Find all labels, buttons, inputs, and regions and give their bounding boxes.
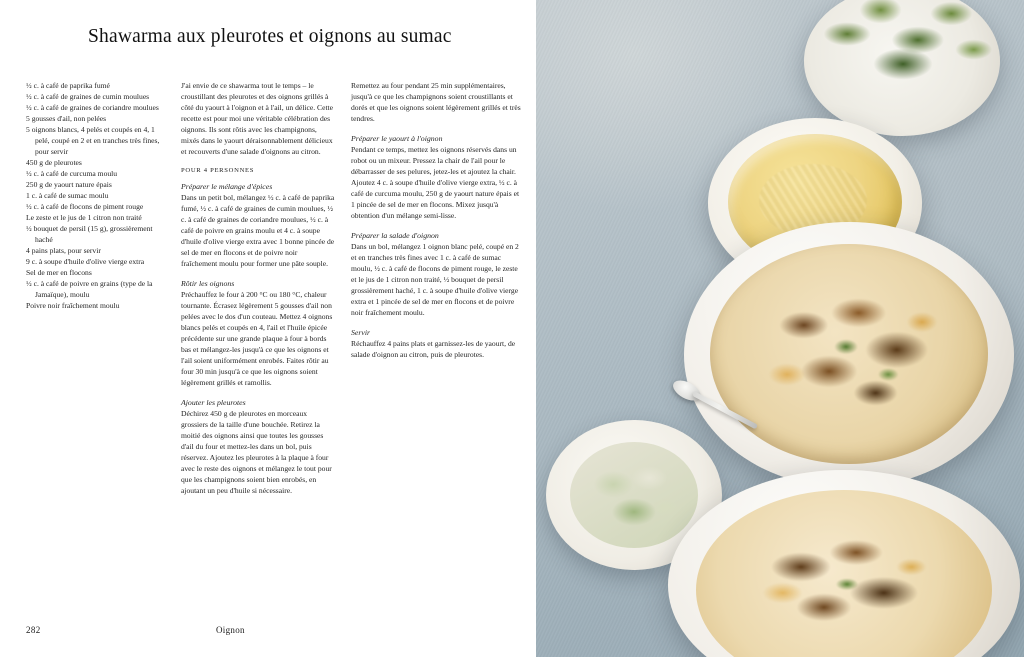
onion-salad: [570, 442, 698, 548]
step-text: Dans un bol, mélangez 1 oignon blanc pelé, coupé en 2 et en tranches très fines avec 1 c. à café de sumac moulu, ½ c. à café de flocons de piment rouge, le zeste et le jus de 1 citron non traité, ½ bouquet de persil grossièrement haché, 1 c. à soupe d'huile d'olive vierge extra et 1 pincée de sel de mer en flocons et de poivre noir fraîchement moulu.: [351, 242, 519, 317]
list-item: 250 g de yaourt nature épais: [26, 180, 112, 189]
servings-label: POUR 4 PERSONNES: [181, 167, 255, 174]
list-item: 5 oignons blancs, 4 pelés et coupés en 4, 1 pelé, coupé en 2 et en tranches très fines, pour servir: [26, 125, 160, 156]
mushroom-topping-top: [749, 279, 960, 433]
text-columns: [26, 80, 522, 600]
step-heading: Préparer le mélange d'épices: [181, 182, 273, 191]
list-item: ½ c. à café de graines de coriandre moulues: [26, 103, 159, 112]
list-item: ½ c. à café de graines de cumin moulues: [26, 92, 150, 101]
method-column-1: [181, 80, 351, 600]
list-item: Poivre noir fraîchement moulu: [26, 301, 120, 310]
step-text: Dans un petit bol, mélangez ½ c. à café de paprika fumé, ½ c. à café de graines de cumin moulues, ½ c. à café de graines de coriandre moulues, ½ c. à café de poivre en grains moulu et 4 c. à soupe d'huile d'olive vierge extra avec 1 bonne pincée de sel de mer en flocons et de poivre noir fraîchement moulu pour former une pâte souple.: [181, 193, 335, 268]
list-item: 5 gousses d'ail, non pelées: [26, 114, 107, 123]
list-item: 4 pains plats, pour servir: [26, 246, 101, 255]
ingredients-column: [26, 80, 181, 600]
list-item: Le zeste et le jus de 1 citron non traité: [26, 213, 142, 222]
step-text: Préchauffez le four à 200 °C ou 180 °C, chaleur tournante. Écrasez légèrement 5 gousses d'ail non pelées avec le dos d'un couteau. Mettez 4 oignons blancs pelés et coupés en 4, l'ail et l'huile épicée précédente sur une grande plaque à four à bords bas et mélangez-les jusqu'à ce que les oignons et l'ail soient uniformément enrobés. Faites rôtir au four 30 min jusqu'à ce que les oignons soient légèrement grillés et ramollis.: [181, 290, 333, 387]
step-heading: Ajouter les pleurotes: [181, 398, 246, 407]
flatbread-bottom: [696, 490, 992, 657]
recipe-photo: [536, 0, 1024, 657]
list-item: ½ c. à café de curcuma moulu: [26, 169, 118, 178]
step-text: Pendant ce temps, mettez les oignons réservés dans un robot ou un mixeur. Pressez la chair de l'ail pour le débarrasser de ses pelures, jetez-les et ajoutez la chair. Ajoutez 4 c. à soupe d'huile d'olive vierge extra, ½ c. à café de curcuma moulu, 250 g de yaourt nature épais et 1 pincée de sel de mer en flocons. Mixez jusqu'à obtention d'un mélange semi-lisse.: [351, 145, 520, 220]
method-column-2: [351, 80, 522, 600]
list-item: ½ c. à café de paprika fumé: [26, 81, 110, 90]
step-text: Réchauffez 4 pains plats et garnissez-les de yaourt, de salade d'oignon au citron, puis de pleurotes.: [351, 339, 516, 359]
step-heading: Servir: [351, 328, 371, 337]
page-title: Shawarma aux pleurotes et oignons au sumac: [88, 26, 452, 47]
step-heading: Préparer la salade d'oignon: [351, 231, 439, 240]
running-head: Oignon: [216, 625, 245, 635]
step-heading: Rôtir les oignons: [181, 279, 235, 288]
list-item: 450 g de pleurotes: [26, 158, 82, 167]
list-item: Sel de mer en flocons: [26, 268, 92, 277]
plate-flatbread-top: [684, 222, 1014, 488]
ingredients-list: [26, 80, 165, 311]
list-item: 9 c. à soupe d'huile d'olive vierge extra: [26, 257, 145, 266]
mushroom-topping-bottom: [732, 518, 963, 657]
page-footer: [26, 625, 522, 635]
folio-number: 282: [26, 625, 41, 635]
step-text: Déchirez 450 g de pleurotes en morceaux grossiers de la taille d'une bouchée. Retirez la moitié des oignons ainsi que toutes les gousses d'ail du four et mettez-les dans un bol, puis réservez. Ajoutez les pleurotes à la plaque à four avec le reste des oignons et mélangez le tout pour que les champignons soient bien enrobés, en ajoutant un peu d'huile si nécessaire.: [181, 409, 332, 495]
step-text: Remettez au four pendant 25 min supplémentaires, jusqu'à ce que les champignons soient croustillants et dorés et que les oignons soient légèrement grillés et très tendres.: [351, 81, 521, 123]
list-item: 1 c. à café de sumac moulu: [26, 191, 109, 200]
intro-paragraph: J'ai envie de ce shawarma tout le temps – le croustillant des pleurotes et des oignons grillés à côté du yaourt à l'oignon et à l'ail, un délice. Cette recette est pour moi une véritable célébration des oignons. Ils sont rôtis avec les champignons, mixés dans le yaourt déraisonnablement délicieux et recouverts d'une salade d'oignons au citron.: [181, 81, 334, 156]
parsley-herbs: [810, 0, 996, 88]
list-item: ½ c. à café de flocons de piment rouge: [26, 202, 144, 211]
list-item: ½ bouquet de persil (15 g), grossièrement haché: [26, 224, 153, 244]
step-heading: Préparer le yaourt à l'oignon: [351, 134, 443, 143]
list-item: ½ c. à café de poivre en grains (type de la Jamaïque), moulu: [26, 279, 153, 299]
